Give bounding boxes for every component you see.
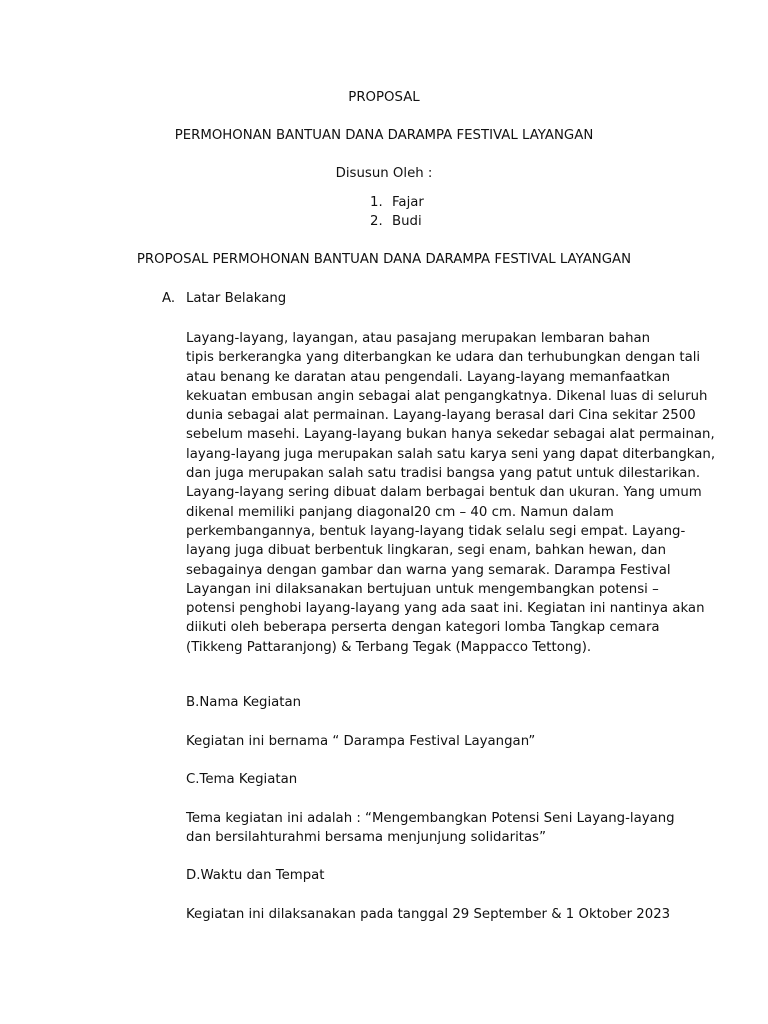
document-title [0,88,768,107]
prepared-by-text: Disusun Oleh : [335,166,433,181]
document-title-text: PROPOSAL [348,90,420,105]
paragraph-line: (Tikkeng Pattaranjong) & Terbang Tegak (Mappacco Tettong). [186,639,592,655]
document-subtitle-text: PERMOHONAN BANTUAN DANA DARAMPA FESTIVAL LAYANGAN [174,128,594,143]
paragraph-line: sebagainya dengan gambar dan warna yang semarak. Darampa Festival [186,562,671,578]
section-b-heading: B.Nama Kegiatan [186,695,302,710]
author-list-item [370,212,422,231]
paragraph-line: layang-layang juga merupakan salah satu karya seni yang dapat diterbangkan, [186,446,716,462]
section-a-heading: Latar Belakang [186,291,287,306]
section-a-paragraph [186,329,715,657]
paragraph-line: dikenal memiliki panjang diagonal20 cm – 40 cm. Namun dalam [186,504,614,520]
paragraph-line: Layang-layang sering dibuat dalam berbagai bentuk dan ukuran. Yang umum [186,485,702,501]
paragraph-line: Tema kegiatan ini adalah : “Mengembangkan Potensi Seni Layang-layang [186,811,675,826]
paragraph-line: dan bersilahturahmi bersama menjunjung solidaritas” [186,830,546,846]
author-number: 2. [370,214,383,229]
author-name: Budi [392,214,422,229]
paragraph-line: dunia sebagai alat permainan. Layang-layang berasal dari Cina sekitar 2500 [186,408,696,424]
section-b-text: Kegiatan ini bernama “ Darampa Festival Layangan” [186,734,536,749]
section-d-text: Kegiatan ini dilaksanakan pada tanggal 29 September & 1 Oktober 2023 [186,907,671,922]
author-list-item [370,193,424,212]
full-title [0,250,768,269]
section-c-paragraph [186,809,675,848]
author-name: Fajar [392,195,424,210]
paragraph-line: Layangan ini dilaksanakan bertujuan untuk mengembangkan potensi – [186,581,659,597]
paragraph-line: potensi penghobi layang-layang yang ada saat ini. Kegiatan ini nantinya akan [186,601,705,617]
prepared-by-label [0,164,768,183]
full-title-text: PROPOSAL PERMOHONAN BANTUAN DANA DARAMPA FESTIVAL LAYANGAN [136,252,632,267]
section-c-heading: C.Tema Kegiatan [186,772,298,787]
paragraph-line: diikuti oleh beberapa perserta dengan kategori lomba Tangkap cemara [186,620,660,636]
paragraph-line: tipis berkerangka yang diterbangkan ke udara dan terhubungkan dengan tali [186,350,701,366]
paragraph-line: Layang-layang, layangan, atau pasajang merupakan lembaran bahan [186,331,651,346]
paragraph-line: layang juga dibuat berbentuk lingkaran, segi enam, bahkan hewan, dan [186,543,666,559]
document-subtitle [0,126,768,145]
paragraph-line: sebelum masehi. Layang-layang bukan hanya sekedar sebagai alat permainan, [186,427,715,443]
author-number: 1. [370,195,383,210]
paragraph-line: perkembangannya, bentuk layang-layang tidak selalu segi empat. Layang- [186,523,686,539]
section-a-letter: A. [162,291,176,306]
paragraph-line: atau benang ke daratan atau pengendali. Layang-layang memanfaatkan [186,369,671,385]
paragraph-line: dan juga merupakan salah satu tradisi bangsa yang patut untuk dilestarikan. [186,466,701,482]
section-d-heading: D.Waktu dan Tempat [186,868,325,883]
paragraph-line: kekuatan embusan angin sebagai alat pengangkatnya. Dikenal luas di seluruh [186,388,708,404]
